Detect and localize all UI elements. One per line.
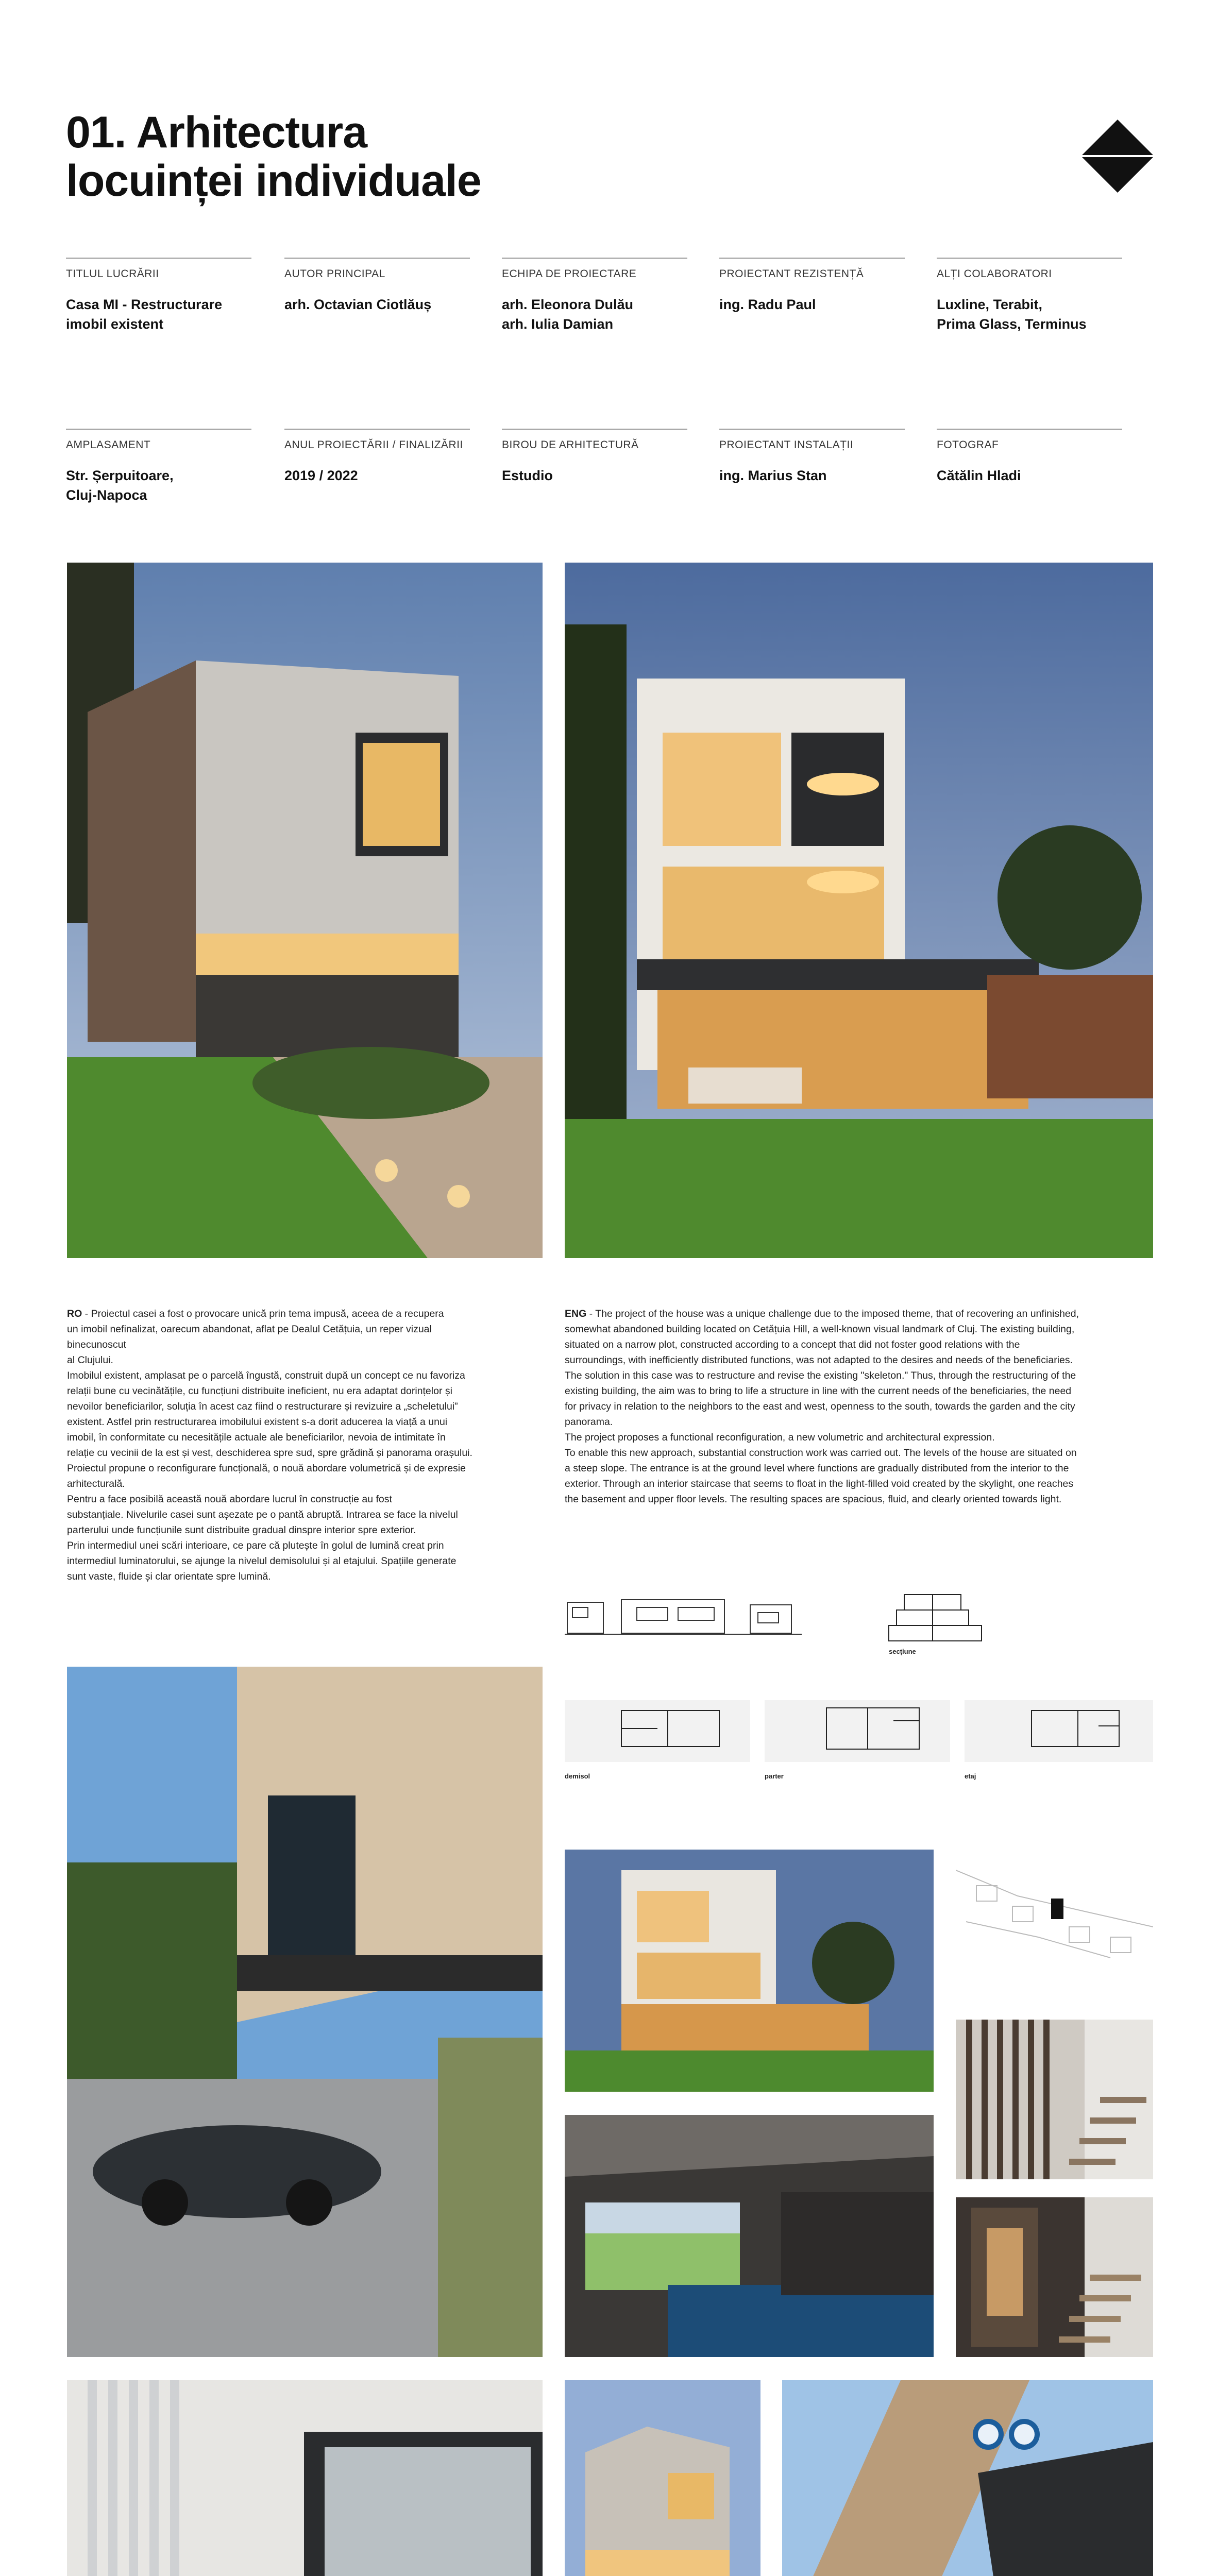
meta-label: ECHIPA DE PROIECTARE xyxy=(502,268,637,280)
plan-ground xyxy=(765,1700,950,1762)
ro-body: - Proiectul casei a fost o provocare unică prin tema impusă, aceea de a recupera un imobil nefinalizat, oarecum abandonat, aflat pe Dealul Cetățuia, un reper vizual binecunoscut al Clujului. Imobilul existent, amplasat pe o parcelă îngustă, construit după un concept ce nu favoriza relații bune cu vecinătățile, cu funcțiuni distribuite ineficient, nu era adaptat dorințelor și nevoilor beneficiarilor, soluția în acest caz fiind o restructurare și revizuire a „scheletului” existent. Astfel prin restructurarea imobilului existent s-a dorit aducerea la viață a unui imobil, în conformitate cu necesitățile actuale ale beneficiarilor, nevoia de intimitate în relație cu vecinii de la est și vest, deschiderea spre sud, spre grădină și panorama orașului. Proiectul propune o reconfigurare funcțională, o nouă abordare volumetrică și de expresie arhitecturală. Pentru a face posibilă această nouă abordare lucrul în construcție au fost substanțiale. Nivelurile casei sunt așezate pe o pantă abruptă. Intrarea se face la nivelul parterului unde funcțiunile sunt distribuite gradual dinspre interior spre exterior. Prin intermediul unei scări interioare, ce pare că plutește în golul de lumină creat prin intermediul luminatorului, se ajunge la nivelul demisolului și al etajului. Spațiile generate sunt vaste, fluide și clar orientate spre lumină. xyxy=(67,1308,472,1582)
title-line-2: locuinței individuale xyxy=(66,156,481,206)
plan-upper xyxy=(965,1700,1153,1762)
meta-value: 2019 / 2022 xyxy=(284,468,358,483)
elevation-drawings xyxy=(565,1592,802,1643)
divider xyxy=(937,429,1122,430)
plan-basement xyxy=(565,1700,750,1762)
photo-pool xyxy=(565,2115,934,2357)
photo-stairs-1 xyxy=(956,2020,1153,2179)
meta-location xyxy=(66,429,251,505)
meta-label: ANUL PROIECTĂRII / FINALIZĂRII xyxy=(284,439,463,451)
divider xyxy=(284,258,470,259)
eng-tag: ENG xyxy=(565,1308,587,1319)
site-plan xyxy=(956,1850,1153,1973)
divider xyxy=(502,429,687,430)
photo-stairs-2 xyxy=(956,2197,1153,2357)
meta-value: ing. Marius Stan xyxy=(719,468,827,483)
description-eng xyxy=(565,1306,1153,1507)
photo-facade-night xyxy=(565,563,1153,1258)
divider xyxy=(719,429,905,430)
photo-carport xyxy=(67,1667,543,2357)
meta-label: ALȚI COLABORATORI xyxy=(937,268,1052,280)
meta-label: PROIECTANT INSTALAȚII xyxy=(719,439,854,451)
meta-title xyxy=(66,258,251,334)
photo-facade-small xyxy=(565,1850,934,2092)
divider xyxy=(66,429,251,430)
meta-value: Cătălin Hladi xyxy=(937,468,1021,483)
ro-tag: RO xyxy=(67,1308,82,1319)
section-label: secțiune xyxy=(889,1648,916,1655)
divider xyxy=(284,429,470,430)
meta-team xyxy=(502,258,687,334)
meta-installations xyxy=(719,429,905,485)
page-title xyxy=(66,108,481,205)
section-drawing xyxy=(886,1589,984,1646)
meta-author xyxy=(284,258,470,314)
meta-label: BIROU DE ARHITECTURĂ xyxy=(502,439,639,451)
meta-structural xyxy=(719,258,905,314)
divider xyxy=(66,258,251,259)
diamond-logo-icon xyxy=(1081,120,1154,193)
meta-photographer xyxy=(937,429,1122,485)
photo-exterior-garden xyxy=(67,563,543,1258)
meta-value: arh. Eleonora Dulău arh. Iulia Damian xyxy=(502,297,634,332)
meta-value: ing. Radu Paul xyxy=(719,297,816,312)
meta-label: AUTOR PRINCIPAL xyxy=(284,268,385,280)
meta-value: Str. Șerpuitoare, Cluj-Napoca xyxy=(66,468,174,503)
divider xyxy=(719,258,905,259)
plan-basement-label: demisol xyxy=(565,1772,590,1780)
meta-value: arh. Octavian Ciotlăuș xyxy=(284,297,432,312)
meta-office xyxy=(502,429,687,485)
meta-year xyxy=(284,429,470,485)
meta-label: PROIECTANT REZISTENȚĂ xyxy=(719,268,864,280)
meta-label: TITLUL LUCRĂRII xyxy=(66,268,159,280)
meta-collaborators xyxy=(937,258,1122,334)
meta-label: AMPLASAMENT xyxy=(66,439,151,451)
photo-interior xyxy=(67,2380,543,2576)
plan-ground-label: parter xyxy=(765,1772,784,1780)
divider xyxy=(502,258,687,259)
meta-value: Estudio xyxy=(502,468,553,483)
title-line-1: 01. Arhitectura xyxy=(66,108,367,157)
eng-body: - The project of the house was a unique challenge due to the imposed theme, that of recovering an unfinished, somewhat abandoned building located on Cetățuia Hill, a well-known visual landmark of Cluj. The existing building, situated on a narrow plot, constructed according to a concept that did not foster good relations with the surroundings, with inefficiently distributed functions, was not adapted to the desires and needs of the beneficiaries. The solution in this case was to restructure and revise the existing "skeleton." Thus, through the restructuring of the existing building, the aim was to bring to life a structure in line with the current needs of the beneficiaries, the need for privacy in relation to the neighbors to the east and west, openness to the south, towards the garden and the city panorama. The project proposes a functional reconfiguration, a new volumetric and architectural expression. To enable this new approach, substantial construction work was carried out. The levels of the house are situated on a steep slope. The entrance is at the ground level where functions are gradually distributed from the interior to the exterior. Through an interior staircase that seems to float in the light-filled void created by the skylight, one reaches the basement and upper floor levels. The resulting spaces are spacious, fluid, and clearly oriented towards light. xyxy=(565,1308,1079,1505)
photo-facade-dusk xyxy=(565,2380,760,2576)
meta-value: Casa MI - Restructurare imobil existent xyxy=(66,297,223,332)
plan-upper-label: etaj xyxy=(965,1772,976,1780)
meta-value: Luxline, Terabit, Prima Glass, Terminus xyxy=(937,297,1087,332)
divider xyxy=(937,258,1122,259)
photo-facade-detail xyxy=(782,2380,1153,2576)
meta-label: FOTOGRAF xyxy=(937,439,999,451)
description-ro xyxy=(67,1306,551,1584)
